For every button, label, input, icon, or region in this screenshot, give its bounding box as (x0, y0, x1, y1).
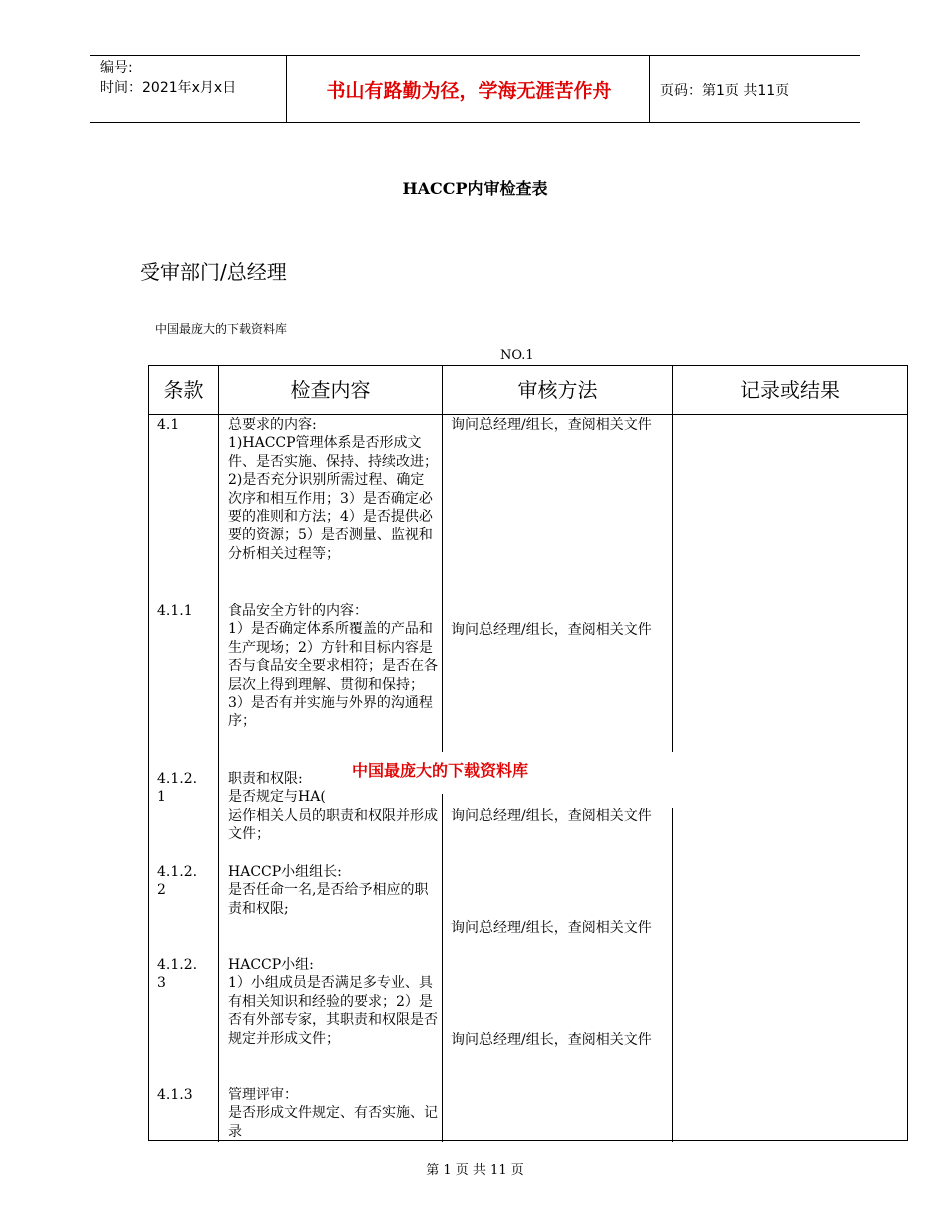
header-result: 记录或结果 (740, 378, 840, 402)
library-note: 中国最庞大的下载资料库 (155, 322, 288, 336)
header-content: 检查内容 (290, 378, 371, 402)
row-clause: 4.1.2. 1 (157, 771, 198, 806)
header-method: 审核方法 (517, 378, 598, 402)
header-clause: 条款 (163, 378, 204, 402)
row-method: 询问总经理/组长，查阅相关文件 (451, 920, 652, 936)
number-label: 编号: (100, 60, 133, 76)
header-row-divider (149, 414, 907, 415)
header-page-info: 页码：第1页 共11页 (660, 83, 790, 99)
header-left (100, 58, 236, 98)
row-clause: 4.1.2. 2 (157, 864, 198, 899)
row-clause: 4.1 (157, 417, 180, 433)
watermark-text: 中国最庞大的下载资料库 (352, 761, 529, 780)
row-content: 管理评审： 是否形成文件规定、有否实施、记录 (228, 1087, 438, 1140)
row-method: 询问总经理/组长，查阅相关文件 (451, 1032, 652, 1048)
row-content: 职责和权限: 是否规定与HA( 运作相关人员的职责和权限并形成文件； (228, 771, 438, 843)
department-label: 受审部门/总经理 (140, 260, 287, 284)
header-divider-left (286, 56, 287, 122)
row-method: 询问总经理/组长，查阅相关文件 (451, 808, 652, 824)
document-number: NO.1 (500, 348, 534, 363)
row-clause: 4.1.3 (157, 1087, 193, 1103)
row-clause: 4.1.2. 3 (157, 957, 198, 992)
row-method: 询问总经理/组长，查阅相关文件 (451, 417, 652, 433)
row-content: HACCP小组: 1）小组成员是否满足多专业、具有相关知识和经验的要求；2）是否有外部专家，其职责和权限是否规定并形成文件； (228, 957, 438, 1047)
row-method: 询问总经理/组长，查阅相关文件 (451, 622, 652, 638)
document-header (90, 55, 860, 123)
row-clause: 4.1.1 (157, 603, 193, 619)
row-content: 食品安全方针的内容： 1）是否确定体系所覆盖的产品和生产现场；2）方针和目标内容是否与食品安全要求相符；是否在各层次上得到理解、贯彻和保持；3）是否有并实施与外界的沟通程序； (228, 603, 438, 730)
header-divider-right (649, 56, 650, 122)
document-title: HACCP内审检查表 (402, 179, 548, 198)
divider-gap-watermark-2 (670, 752, 675, 808)
page-footer: 第 1 页 共 11 页 (426, 1163, 524, 1178)
audit-checklist-table (148, 365, 908, 1141)
column-divider-1 (218, 366, 219, 1142)
row-content: 总要求的内容: 1)HACCP管理体系是否形成文件、是否实施、保持、持续改进；2)是否充分识别所需过程、确定次序和相互作用；3）是否确定必要的准则和方法；4）是否提供必要的资源；5）是否测量、监视和分析相关过程等； (228, 417, 438, 562)
header-motto: 书山有路勤为径，学海无涯苦作舟 (326, 80, 612, 102)
time-label: 时间：2021年x月x日 (100, 80, 237, 96)
row-content: HACCP小组组长: 是否任命一名,是否给予相应的职责和权限; (228, 864, 429, 917)
